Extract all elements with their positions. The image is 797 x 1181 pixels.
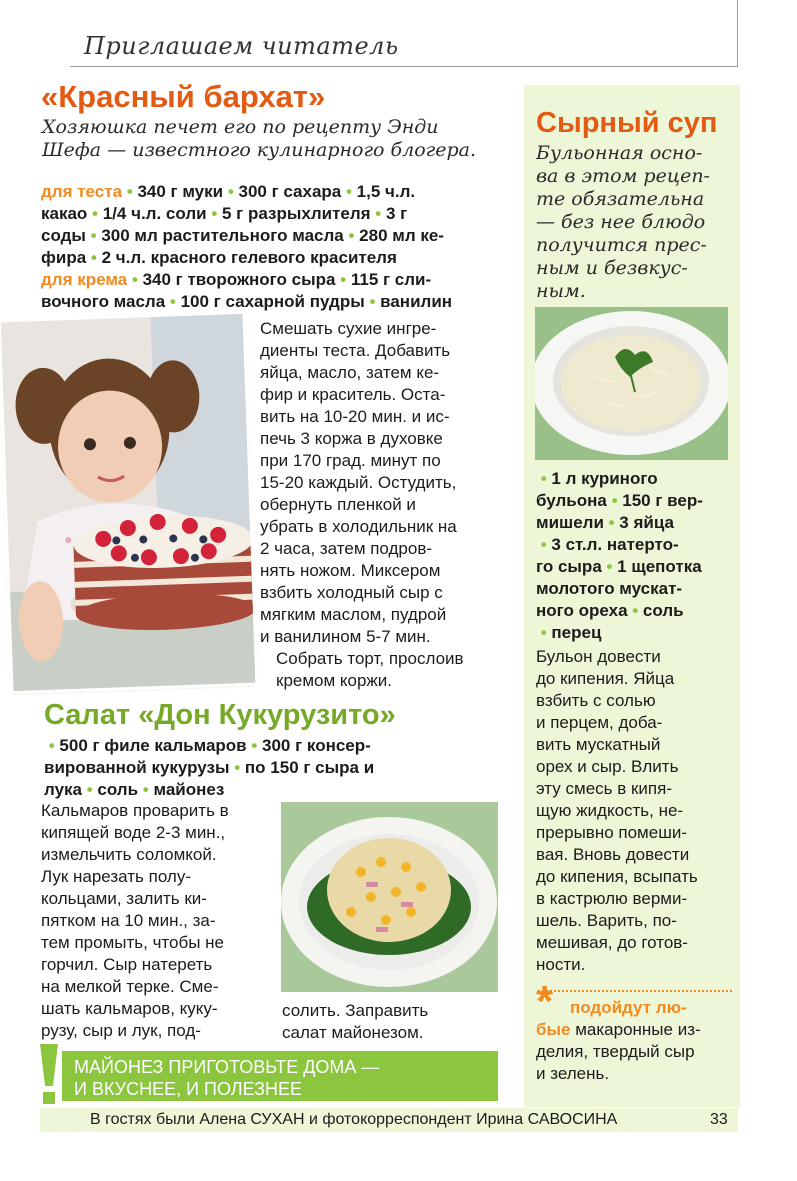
header-rule-vertical xyxy=(737,0,738,67)
exclamation-icon xyxy=(36,1044,62,1106)
girl-cake-photo xyxy=(1,314,256,691)
section-title: Приглашаем читатель xyxy=(84,32,399,60)
cheese-soup-title: Сырный суп xyxy=(536,107,718,139)
salad-photo xyxy=(281,802,498,992)
red-velvet-ingredients: для теста • 340 г муки • 300 г сахара • 1,5 ч.л. какао • 1/4 ч.л. соли • 5 г разрыхлителя • 3 г соды • 300 мл растительного масла • 280 мл ке- фира • 2 ч.л. красного гелевого красителя для крема • 340 г творожного сыра • 115 г сли- вочного масла • 100 г сахарной пудры • ванилин xyxy=(41,182,453,311)
salad-method-left: Кальмаров проварить в кипящей воде 2-3 мин., измельчить соломкой. Лук нарезать полу- кольцами, залить ки- пятком на 10 мин., за- тем промыть, чтобы не горчил. Сыр натереть на мелкой терке. Сме- шать кальмаров, куку- рузу, сыр и лук, под- xyxy=(41,801,229,1040)
footer-bar xyxy=(40,1108,738,1132)
photo-credits: В гостях были Алена СУХАН и фотокорреспондент Ирина САВОСИНА xyxy=(90,1111,618,1128)
cheese-soup-tip: подойдут лю- бые макаронные из- делия, твердый сыр и зелень. xyxy=(536,998,701,1083)
salad-title: Салат «Дон Кукурузито» xyxy=(44,699,396,731)
mayonnaise-tip-banner: МАЙОНЕЗ ПРИГОТОВЬТЕ ДОМА — И ВКУСНЕЕ, И ПОЛЕЗНЕЕ xyxy=(62,1051,498,1101)
cheese-soup-lead: Бульонная осно- ва в этом рецеп- те обязательна — без нее блюдо получится прес- ным и безвкус- ным. xyxy=(536,142,710,302)
tip-divider xyxy=(542,990,732,992)
red-velvet-lead: Хозяюшка печет его по рецепту Энди Шефа — известного кулинарного блогера. xyxy=(42,116,477,161)
red-velvet-title: «Красный бархат» xyxy=(41,79,326,114)
asterisk-icon: * xyxy=(536,977,554,1026)
cheese-soup-method: Бульон довести до кипения. Яйца взбить с солью и перцем, доба- вить мускатный орех и сыр. Влить эту смесь в кипя- щую жидкость, не- прерывно помеши- вая. Вновь довести до кипения, всыпать в кастрюлю верми- шель. Варить, по- мешивая, до готов- ности. xyxy=(536,647,698,974)
salad-method-right: солить. Заправить салат майонезом. xyxy=(282,1001,429,1042)
soup-photo xyxy=(535,307,728,460)
header-rule xyxy=(70,66,738,67)
cheese-soup-ingredients: • 1 л куриного бульона • 150 г вер- мишели • 3 яйца • 3 ст.л. натерто- го сыра • 1 щепотка молотого мускат- ного ореха • соль • перец xyxy=(536,469,703,642)
red-velvet-method: Смешать сухие ингре- диенты теста. Добавить яйца, масло, затем ке- фир и краситель. Оста- вить на 10-20 мин. и ис- печь 3 коржа в духовке при 170 град. минут по 15-20 каждый. Остудить, обернуть пленкой и убрать в холодильник на 2 часа, затем подров- нять ножом. Миксером взбить холодный сыр с мягким маслом, пудрой и ванилином 5-7 мин. Собрать торт, прослоив кремом коржи. xyxy=(260,319,464,690)
page-number: 33 xyxy=(710,1111,728,1128)
salad-ingredients: • 500 г филе кальмаров • 300 г консер- вированной кукурузы • по 150 г сыра и лука • соль • майонез xyxy=(44,736,375,799)
